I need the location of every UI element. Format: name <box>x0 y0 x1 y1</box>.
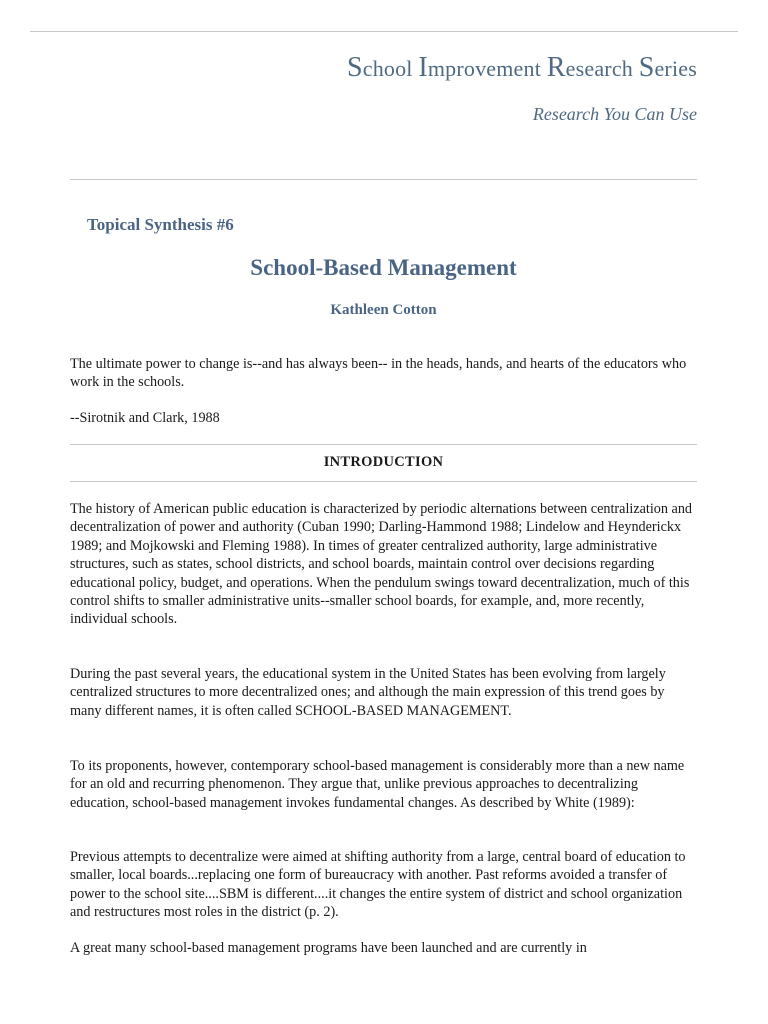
top-divider <box>30 31 738 32</box>
series-title <box>347 52 697 84</box>
series-title-word: Research <box>546 52 639 83</box>
epigraph-attribution: --Sirotnik and Clark, 1988 <box>70 410 220 426</box>
series-title-word: Series <box>638 52 697 83</box>
section-heading-introduction: INTRODUCTION <box>323 454 444 470</box>
paragraph: A great many school-based management programs have been launched and are currently in <box>70 940 587 956</box>
section-divider-bottom <box>70 481 697 482</box>
section-divider-top <box>70 444 697 445</box>
paragraph: To its proponents, however, contemporary school-based management is considerably more than a new name for an old and recurring phenomenon. They argue that, unlike previous approaches to decentralizing education, school-based management invokes fundamental changes. As described by White (1989): <box>70 758 685 811</box>
series-title-word: School <box>346 52 419 83</box>
epigraph-quote: The ultimate power to change is--and has always been-- in the heads, hands, and hearts of the educators who work in the schools. <box>70 356 687 391</box>
document-author: Kathleen Cotton <box>330 302 437 318</box>
series-tagline: Research You Can Use <box>532 104 697 124</box>
series-title-word: Improvement <box>418 52 547 83</box>
synthesis-label: Topical Synthesis #6 <box>87 215 234 234</box>
paragraph: The history of American public education is characterized by periodic alternations between centralization and decentralization of power and authority (Cuban 1990; Darling-Hammond 1988; Lindelow and Heynderickx 1989; and Mojkowski and Fleming 1988). In times of greater centralized authority, large administrative structures, such as states, school districts, and school boards, maintain control over decisions regarding educational policy, budget, and operations. When the pendulum swings toward decentralization, much of this control shifts to smaller administrative units--smaller school boards, for example, and, more recently, individual schools. <box>70 501 693 628</box>
block-quote-paragraph: Previous attempts to decentralize were aimed at shifting authority from a large, central board of education to smaller, local boards...replacing one form of bureaucracy with another. Past reforms avoided a transfer of power to the school site....SBM is different....it changes the entire system of district and school organization and restructures most roles in the district (p. 2). <box>70 849 686 921</box>
paragraph: During the past several years, the educational system in the United States has been evolving from largely centralized structures to more decentralized ones; and although the main expression of this trend goes by many different names, it is often called SCHOOL-BASED MANAGEMENT. <box>70 666 666 719</box>
document-title: School-Based Management <box>250 255 517 280</box>
header-divider <box>70 179 697 180</box>
